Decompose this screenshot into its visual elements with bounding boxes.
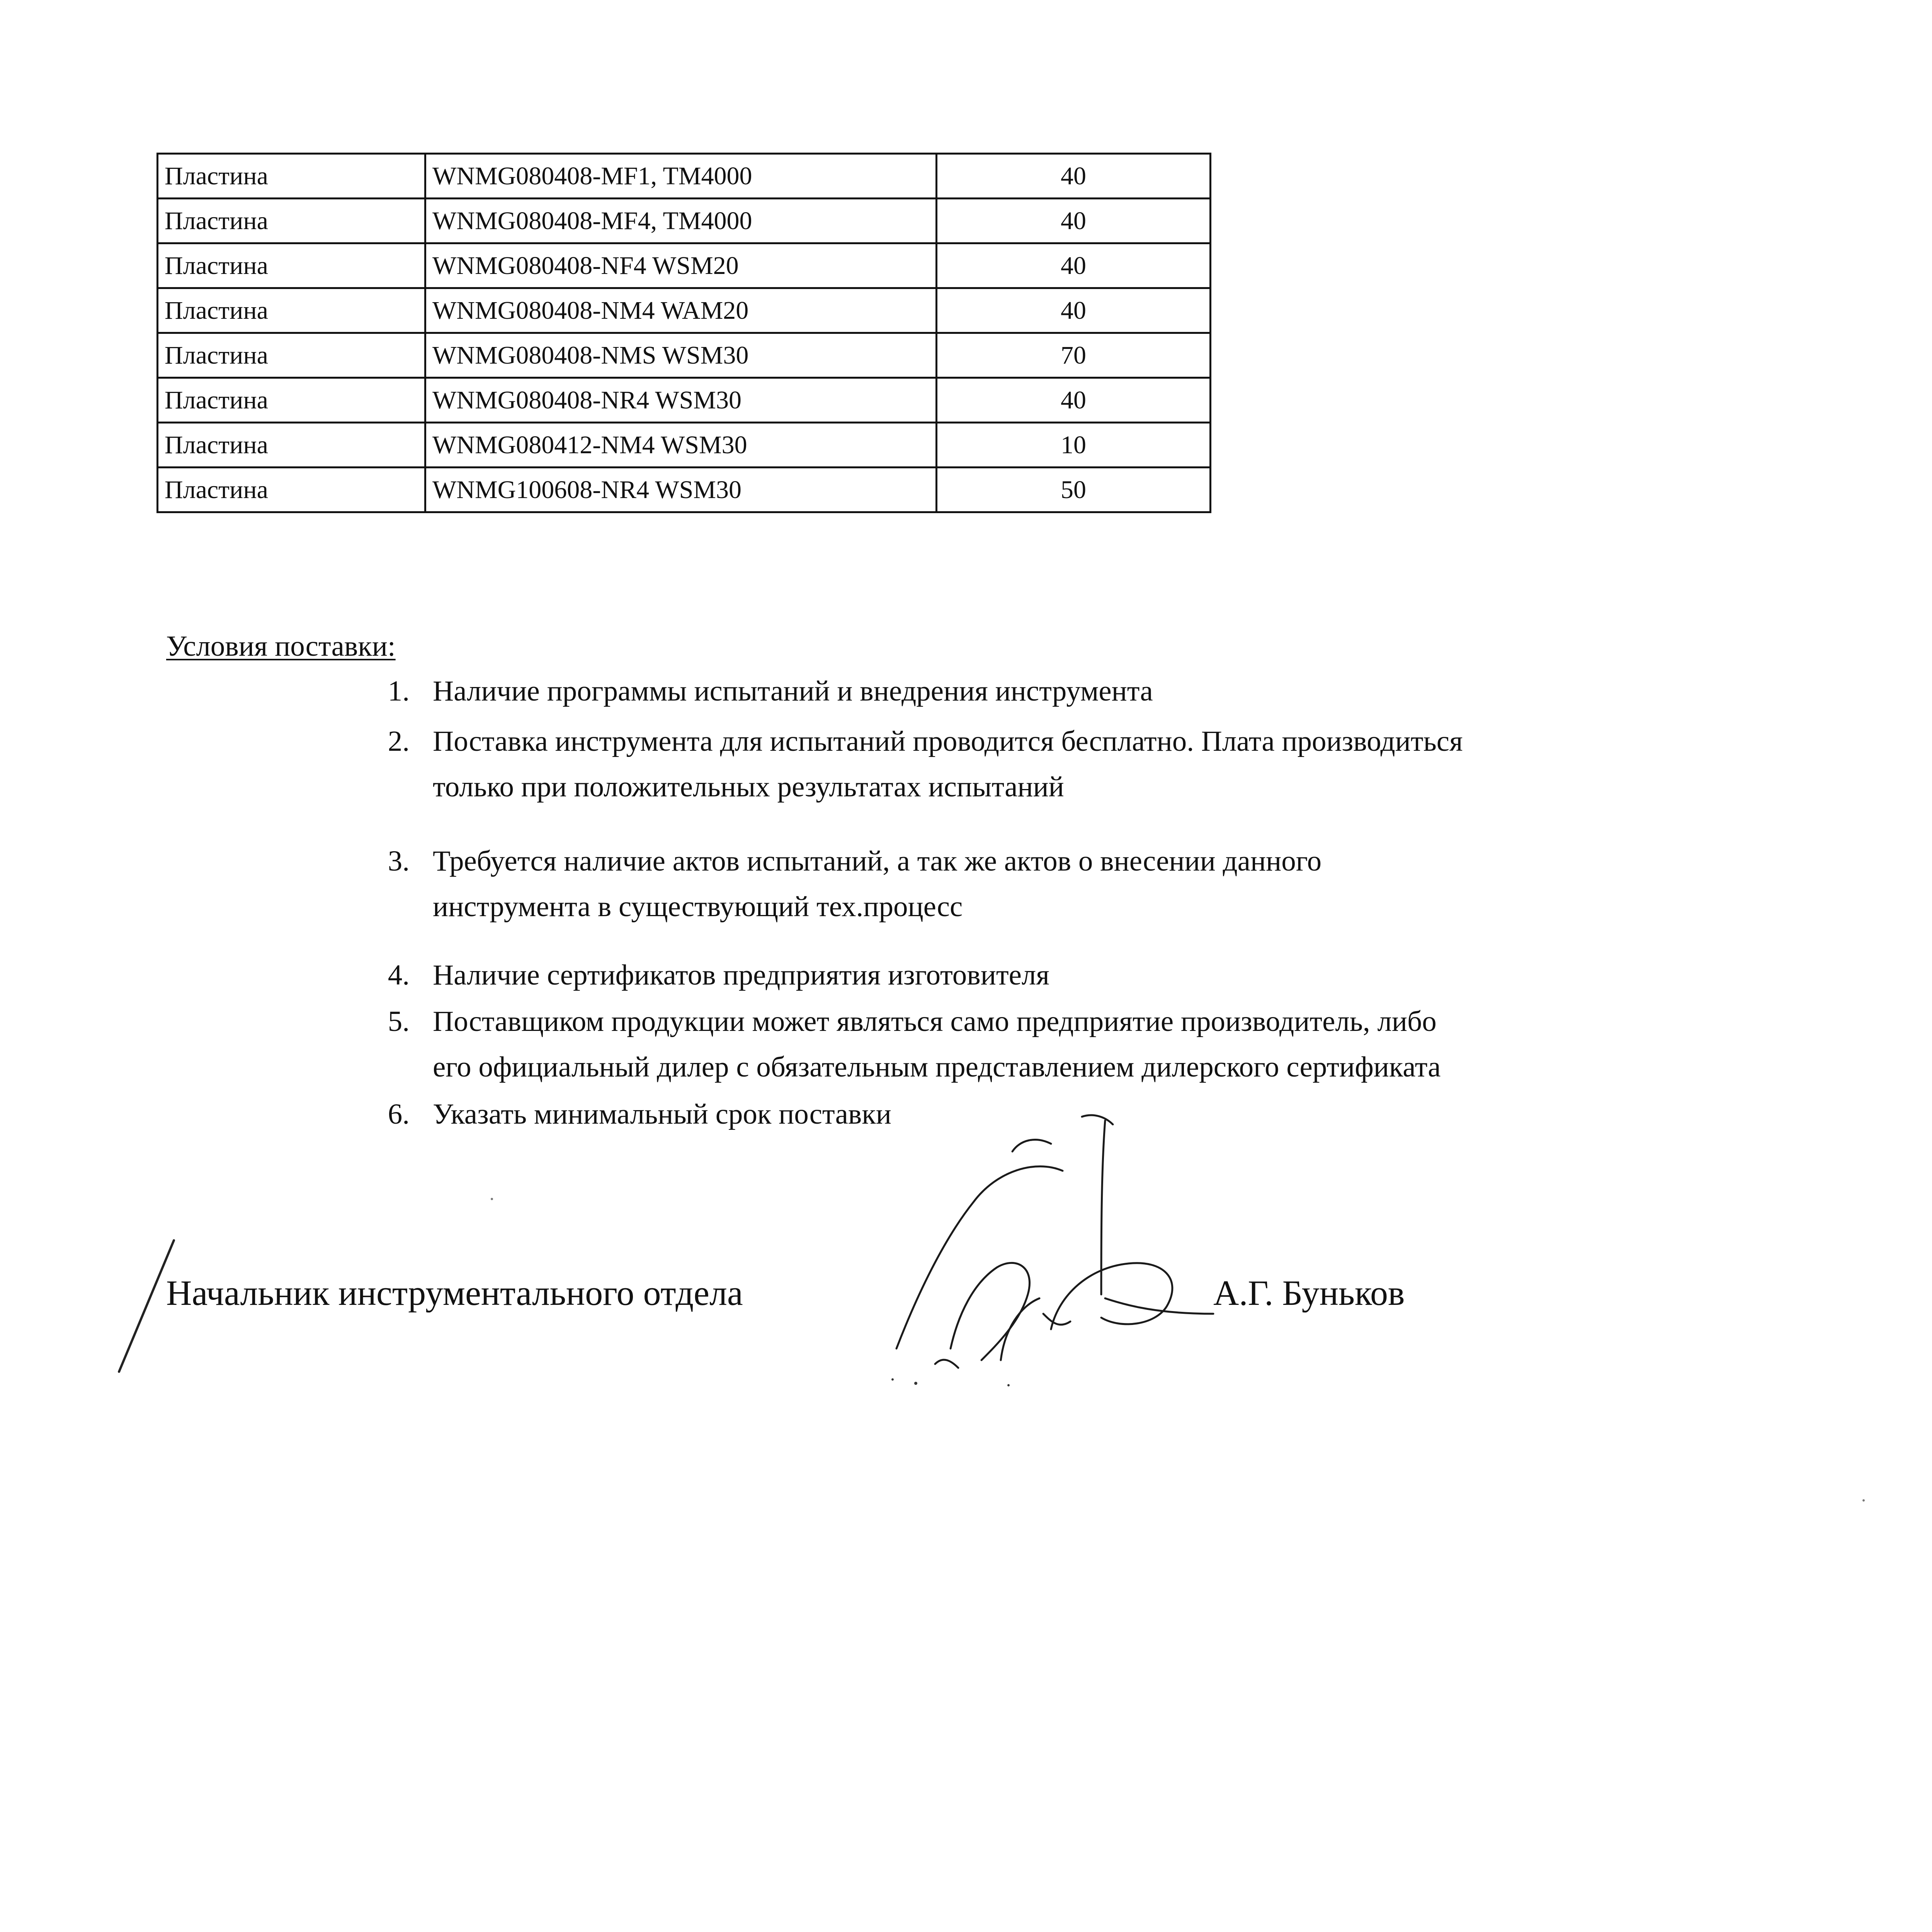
item-qty-cell: 70 [937,333,1211,378]
condition-number: 2. [388,725,410,757]
item-code-cell: WNMG080408-NMS WSM30 [425,333,937,378]
conditions-heading: Условия поставки: [166,630,396,662]
item-name-cell: Пластина [158,288,425,333]
item-name-cell: Пластина [158,333,425,378]
item-code-cell: WNMG080412-NM4 WSM30 [425,423,937,468]
item-qty-cell: 50 [937,468,1211,512]
condition-text [433,999,1441,1090]
table-row [158,199,1211,243]
item-qty-cell: 40 [937,154,1211,199]
item-name-cell: Пластина [158,154,425,199]
item-qty-cell: 40 [937,199,1211,243]
item-name-cell: Пластина [158,423,425,468]
scan-speck [1862,1499,1865,1502]
condition-number: 3. [388,845,410,877]
condition-number: 5. [388,1005,410,1037]
table-row [158,378,1211,423]
condition-number: 6. [388,1098,410,1130]
item-code-cell: WNMG080408-NM4 WAM20 [425,288,937,333]
condition-line: Поставка инструмента для испытаний проводится бесплатно. Плата производиться [433,725,1463,757]
condition-text [433,1092,891,1137]
condition-number: 4. [388,959,410,991]
condition-number: 1. [388,675,410,707]
condition-text [433,838,1321,930]
table-row [158,333,1211,378]
item-qty-cell: 40 [937,288,1211,333]
condition-text [433,952,1049,998]
item-code-cell: WNMG080408-MF4, TM4000 [425,199,937,243]
item-code-cell: WNMG080408-NF4 WSM20 [425,243,937,288]
table-row [158,423,1211,468]
condition-line: Наличие сертификатов предприятия изготовителя [433,959,1049,991]
table-row [158,154,1211,199]
condition-text [433,668,1153,714]
handwritten-signature [835,1113,1244,1391]
table-row [158,288,1211,333]
condition-line: Требуется наличие актов испытаний, а так же актов о внесении данного [433,845,1322,877]
table-row [158,468,1211,512]
condition-line: Поставщиком продукции может являться само предприятие производитель, либо [433,1005,1437,1037]
item-code-cell: WNMG080408-MF1, TM4000 [425,154,937,199]
condition-line: только при положительных результатах испытаний [433,771,1064,803]
item-name-cell: Пластина [158,199,425,243]
scan-speck [491,1198,493,1200]
item-code-cell: WNMG080408-NR4 WSM30 [425,378,937,423]
item-name-cell: Пластина [158,243,425,288]
item-code-cell: WNMG100608-NR4 WSM30 [425,468,937,512]
signatory-title: Начальник инструментального отдела [166,1273,743,1313]
item-qty-cell: 40 [937,243,1211,288]
items-table-body [158,154,1211,512]
condition-text [433,719,1463,810]
condition-line: инструмента в существующий тех.процесс [433,891,963,923]
table-row [158,243,1211,288]
signatory-name: А.Г. Буньков [1213,1273,1405,1313]
condition-line: Указать минимальный срок поставки [433,1098,891,1130]
item-name-cell: Пластина [158,378,425,423]
condition-line: его официальный дилер с обязательным представлением дилерского сертификата [433,1051,1441,1083]
item-qty-cell: 10 [937,423,1211,468]
items-table [156,153,1211,513]
item-qty-cell: 40 [937,378,1211,423]
condition-line: Наличие программы испытаний и внедрения инструмента [433,675,1153,707]
item-name-cell: Пластина [158,468,425,512]
